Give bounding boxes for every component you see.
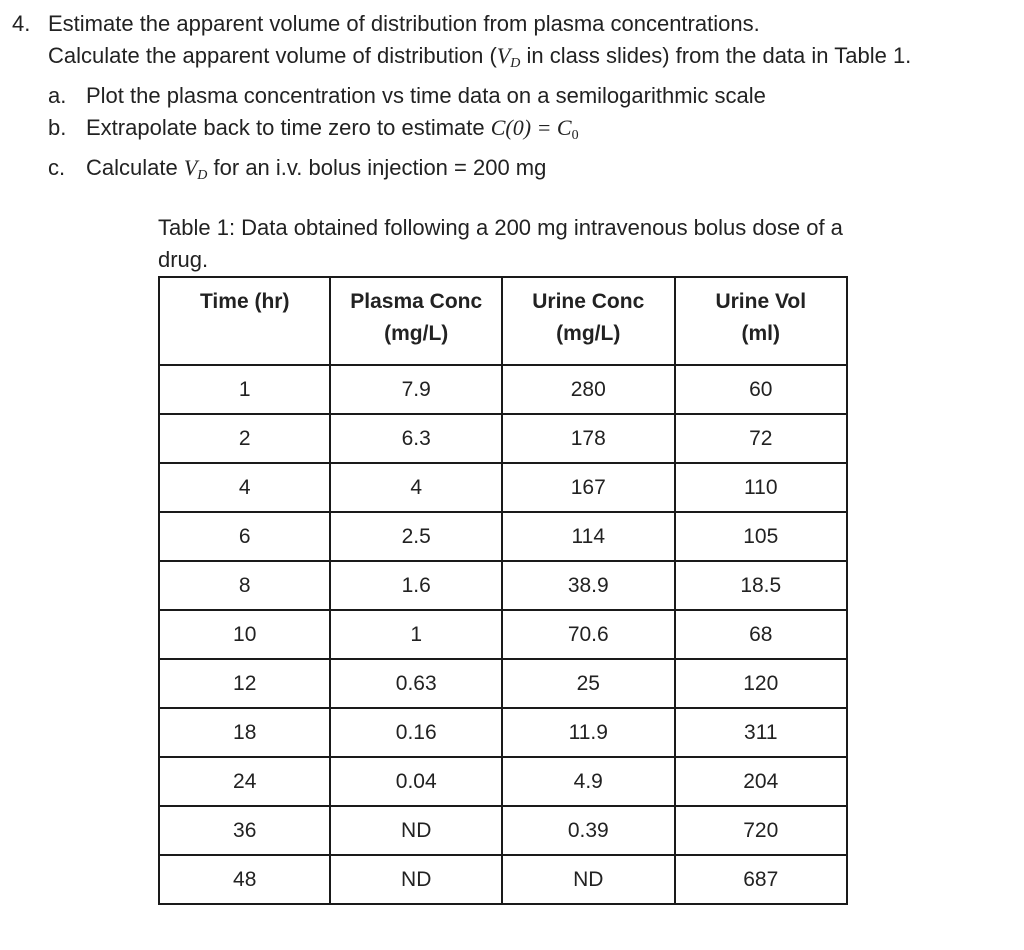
cell-time: 2 (159, 414, 330, 463)
table-row (159, 855, 847, 904)
item-c (12, 152, 911, 192)
cell-urine-vol: 311 (675, 708, 847, 757)
cell-time: 48 (159, 855, 330, 904)
cell-urine-vol: 18.5 (675, 561, 847, 610)
header-urine-conc-line1: Urine Conc (532, 290, 645, 313)
cell-plasma-conc: 0.16 (330, 708, 502, 757)
data-table (158, 276, 848, 905)
cell-urine-conc: 11.9 (502, 708, 675, 757)
cell-time: 24 (159, 757, 330, 806)
item-c-text-before: Calculate (86, 155, 184, 180)
header-row (159, 277, 847, 365)
cell-urine-vol: 720 (675, 806, 847, 855)
cell-plasma-conc: 1 (330, 610, 502, 659)
cell-urine-vol: 60 (675, 365, 847, 414)
item-a-letter: a. (48, 83, 67, 108)
cell-urine-conc: 4.9 (502, 757, 675, 806)
question-block (12, 8, 911, 192)
cell-urine-conc: 25 (502, 659, 675, 708)
table-row (159, 414, 847, 463)
cell-time: 4 (159, 463, 330, 512)
item-a-text: Plot the plasma concentration vs time data on a semilogarithmic scale (86, 83, 766, 108)
table-row (159, 365, 847, 414)
table-row (159, 561, 847, 610)
cell-urine-conc: 70.6 (502, 610, 675, 659)
cell-urine-conc: 178 (502, 414, 675, 463)
table-row (159, 757, 847, 806)
item-c-letter: c. (48, 155, 66, 180)
item-c-vd-symbol: V (183, 155, 198, 180)
table-caption: Table 1: Data obtained following a 200 mg intravenous bolus dose of a drug. (158, 215, 843, 272)
table-row (159, 610, 847, 659)
question-title-row (12, 8, 911, 40)
cell-time: 10 (159, 610, 330, 659)
item-b-text (86, 112, 579, 152)
cell-urine-vol: 204 (675, 757, 847, 806)
cell-plasma-conc: 0.04 (330, 757, 502, 806)
header-plasma-line2: (mg/L) (384, 322, 449, 345)
cell-urine-vol: 687 (675, 855, 847, 904)
question-intro (12, 40, 911, 80)
cell-urine-conc: ND (502, 855, 675, 904)
cell-plasma-conc: 1.6 (330, 561, 502, 610)
item-c-text-after: for an i.v. bolus injection = 200 mg (207, 155, 547, 180)
table-row (159, 463, 847, 512)
cell-urine-vol: 72 (675, 414, 847, 463)
cell-time: 6 (159, 512, 330, 561)
cell-time: 8 (159, 561, 330, 610)
cell-urine-conc: 0.39 (502, 806, 675, 855)
cell-time: 12 (159, 659, 330, 708)
item-a (12, 80, 911, 112)
cell-urine-vol: 68 (675, 610, 847, 659)
cell-plasma-conc: 4 (330, 463, 502, 512)
cell-time: 18 (159, 708, 330, 757)
item-c-vd-subscript: D (197, 168, 208, 183)
vd-symbol: V (496, 43, 511, 68)
cell-plasma-conc: 0.63 (330, 659, 502, 708)
cell-plasma-conc: 6.3 (330, 414, 502, 463)
item-b-math-subscript: 0 (571, 128, 579, 143)
item-b-letter: b. (48, 115, 67, 140)
cell-urine-vol: 105 (675, 512, 847, 561)
item-c-text (86, 152, 546, 192)
header-time-line1: Time (hr) (199, 290, 290, 313)
cell-urine-conc: 114 (502, 512, 675, 561)
header-plasma-line1: Plasma Conc (350, 290, 483, 313)
cell-time: 1 (159, 365, 330, 414)
intro-text-before: Calculate the apparent volume of distribution ( (48, 43, 497, 68)
cell-plasma-conc: ND (330, 855, 502, 904)
header-urine-conc (502, 277, 675, 365)
header-urine-vol (675, 277, 847, 365)
intro-text-after: in class slides) from the data in Table 1. (520, 43, 912, 68)
header-urine-vol-line2: (ml) (741, 322, 780, 345)
item-b-math: C(0) = C (490, 115, 572, 140)
table-row (159, 512, 847, 561)
header-plasma-conc (330, 277, 502, 365)
question-number: 4. (12, 11, 31, 36)
header-urine-vol-line1: Urine Vol (715, 290, 807, 313)
cell-plasma-conc: ND (330, 806, 502, 855)
table-row (159, 659, 847, 708)
vd-subscript: D (510, 56, 521, 71)
cell-plasma-conc: 7.9 (330, 365, 502, 414)
table-row (159, 806, 847, 855)
cell-time: 36 (159, 806, 330, 855)
question-title: Estimate the apparent volume of distribution from plasma concentrations. (48, 11, 760, 36)
header-time (159, 277, 330, 365)
cell-urine-conc: 280 (502, 365, 675, 414)
item-b (12, 112, 911, 152)
cell-plasma-conc: 2.5 (330, 512, 502, 561)
table-header (159, 277, 847, 365)
cell-urine-conc: 167 (502, 463, 675, 512)
cell-urine-vol: 110 (675, 463, 847, 512)
cell-urine-vol: 120 (675, 659, 847, 708)
cell-urine-conc: 38.9 (502, 561, 675, 610)
table-body (159, 365, 847, 904)
header-urine-conc-line2: (mg/L) (556, 322, 621, 345)
table-row (159, 708, 847, 757)
item-b-text-main: Extrapolate back to time zero to estimate (86, 115, 491, 140)
